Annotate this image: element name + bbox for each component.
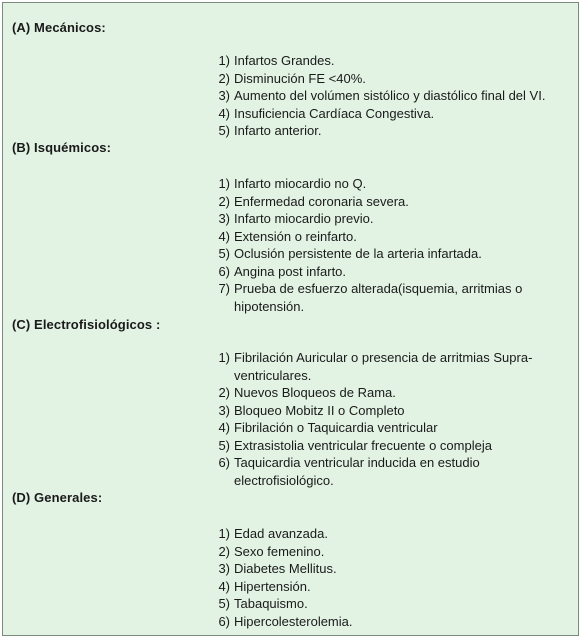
- list-item: [208, 560, 573, 578]
- list-item: [208, 543, 573, 561]
- list-item: [208, 70, 573, 88]
- item-text: Taquicardia ventricular inducida en estudio electrofisiológico.: [234, 455, 480, 488]
- item-number: 2): [218, 193, 230, 209]
- item-text: Hipercolesterolemia.: [234, 613, 353, 629]
- item-text: Disminución FE <40%.: [234, 70, 366, 86]
- list-item: [208, 613, 573, 631]
- item-text: Insuficiencia Cardíaca Congestiva.: [234, 105, 435, 121]
- item-text: Hipertensión.: [234, 578, 311, 594]
- item-text: Diabetes Mellitus.: [234, 561, 337, 576]
- list-item: [208, 105, 573, 123]
- list-item: [208, 210, 573, 228]
- item-number: 6): [218, 263, 230, 279]
- item-number: 5): [218, 246, 230, 261]
- item-number: 1): [218, 176, 230, 191]
- item-number: 5): [218, 596, 230, 611]
- item-text: Prueba de esfuerzo alterada(isquemia, arritmias o hipotensión.: [234, 281, 523, 314]
- list-item: [208, 419, 573, 437]
- item-number: 4): [218, 105, 230, 121]
- item-number: 1): [218, 526, 230, 541]
- list-item: [208, 595, 573, 613]
- item-text: Bloqueo Mobitz II o Completo: [234, 402, 405, 418]
- list-item: [208, 122, 573, 140]
- list-item: [208, 280, 573, 315]
- risk-factors-table: [2, 2, 579, 636]
- item-number: 4): [218, 420, 230, 435]
- list-item: [208, 525, 573, 543]
- list-item: [208, 402, 573, 420]
- list-item: [208, 349, 573, 384]
- item-number: 2): [218, 385, 230, 400]
- list-item: [208, 228, 573, 246]
- item-number: 5): [218, 437, 230, 453]
- item-number: 6): [218, 613, 230, 629]
- item-number: 3): [218, 211, 230, 226]
- list-item: [208, 193, 573, 211]
- item-text: Nuevos Bloqueos de Rama.: [234, 385, 396, 400]
- item-text: Infarto miocardio no Q.: [234, 176, 367, 191]
- item-number: 1): [218, 350, 230, 365]
- list-item: [208, 578, 573, 596]
- item-number: 3): [218, 88, 230, 103]
- list-item: [208, 437, 573, 455]
- item-text: Angina post infarto.: [234, 263, 347, 279]
- item-text: Aumento del volúmen sistólico y diastólico final del VI.: [234, 88, 546, 103]
- item-number: 2): [218, 70, 230, 86]
- item-text: Edad avanzada.: [234, 526, 328, 541]
- list-electrofisiologicos: [208, 349, 573, 489]
- item-text: Infarto miocardio previo.: [234, 211, 374, 226]
- item-text: Fibrilación o Taquicardia ventricular: [234, 420, 438, 435]
- item-number: 4): [218, 578, 230, 594]
- section-title-isquemicos: (B) Isquémicos:: [12, 140, 112, 155]
- item-number: 1): [218, 53, 230, 68]
- list-generales: [208, 525, 573, 630]
- item-number: 5): [218, 123, 230, 138]
- item-number: 3): [218, 561, 230, 576]
- list-item: [208, 52, 573, 70]
- item-text: Tabaquismo.: [234, 596, 308, 611]
- list-item: [208, 263, 573, 281]
- section-title-electrofisiologicos: (C) Electrofisiológicos :: [12, 317, 161, 332]
- item-text: Fibrilación Auricular o presencia de arritmias Supra-ventriculares.: [234, 350, 533, 383]
- item-text: Sexo femenino.: [234, 543, 325, 559]
- item-number: 6): [218, 455, 230, 470]
- section-title-mecanicos: (A) Mecánicos:: [12, 20, 106, 35]
- list-item: [208, 245, 573, 263]
- item-text: Extensión o reinfarto.: [234, 228, 357, 244]
- item-text: Infarto anterior.: [234, 123, 322, 138]
- item-number: 3): [218, 402, 230, 418]
- item-number: 7): [218, 281, 230, 296]
- list-item: [208, 175, 573, 193]
- list-mecanicos: [208, 52, 573, 140]
- item-text: Oclusión persistente de la arteria infartada.: [234, 246, 482, 261]
- item-text: Infartos Grandes.: [234, 53, 335, 68]
- item-text: Enfermedad coronaria severa.: [234, 193, 409, 209]
- list-isquemicos: [208, 175, 573, 315]
- item-number: 4): [218, 228, 230, 244]
- item-number: 2): [218, 543, 230, 559]
- section-title-generales: (D) Generales:: [12, 490, 103, 505]
- list-item: [208, 87, 573, 105]
- item-text: Extrasistolia ventricular frecuente o compleja: [234, 437, 492, 453]
- list-item: [208, 454, 573, 489]
- list-item: [208, 384, 573, 402]
